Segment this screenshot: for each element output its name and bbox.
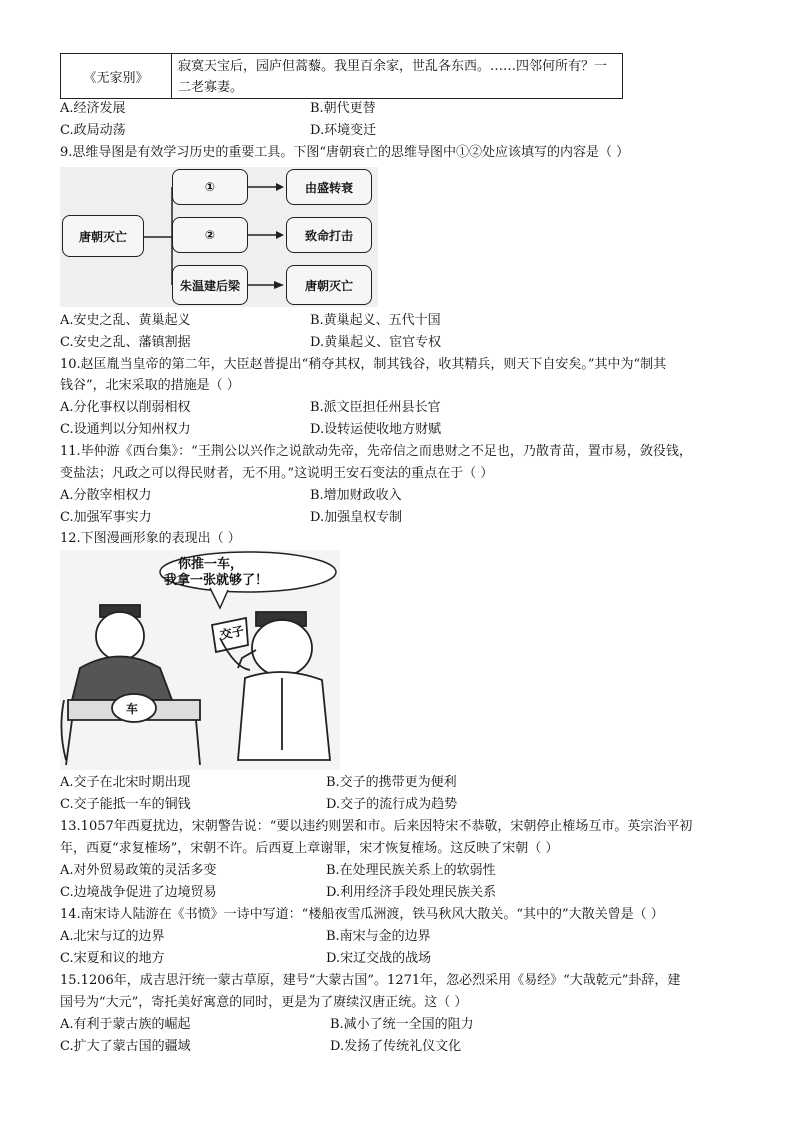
q12-option-b[interactable]: B.交子的携带更为便利 [326,775,457,790]
q8-option-a[interactable]: A.经济发展 [60,101,126,116]
q14-option-c[interactable]: C.宋夏和议的地方 [60,951,165,966]
bubble-line-1: 你推一车， [178,557,244,572]
q13-option-b[interactable]: B.在处理民族关系上的软弱性 [326,863,496,878]
q12-option-a[interactable]: A.交子在北宋时期出现 [60,775,191,790]
cart-label: 车 [126,702,139,716]
q10-option-d[interactable]: D.设转运使收地方财赋 [310,422,442,437]
mind-map-diagram [60,167,378,307]
q13-option-c[interactable]: C.边境战争促进了边境贸易 [60,885,217,900]
q12-option-d[interactable]: D.交子的流行成为趋势 [326,797,458,812]
q13-stem-line2: 年，西夏“求复榷场”，宋朝不许。后西夏上章谢罪，宋才恢复榷场。这反映了宋朝（ ） [60,841,559,856]
mind-map-right-3: 唐朝灭亡 [286,265,372,305]
q10-option-b[interactable]: B.派文臣担任州县长官 [310,400,441,415]
mind-map-blank-1: ① [172,169,248,205]
q11-option-d[interactable]: D.加强皇权专制 [310,510,403,525]
q11-option-a[interactable]: A.分散宰相权力 [60,488,152,503]
jiaozi-note-label: 交子 [218,623,246,643]
q14-stem: 14.南宋诗人陆游在《书愤》一诗中写道：“楼船夜雪瓜洲渡，铁马秋风大散关。“其中的”大散关曾是（ ） [60,907,664,922]
mind-map-right-2: 致命打击 [286,217,372,253]
q8-option-c[interactable]: C.政局动荡 [60,123,126,138]
q9-option-d[interactable]: D.黄巢起义、宦官专权 [310,335,442,350]
q9-option-c[interactable]: C.安史之乱、藩镇割据 [60,335,191,350]
q9-option-b[interactable]: B.黄巢起义、五代十国 [310,313,441,328]
q15-stem-line1: 15.1206年，成吉思汗统一蒙古草原，建号“大蒙古国”。1271年，忽必烈采用《易经》“大哉乾元”卦辞，建 [60,973,681,988]
q8-option-b[interactable]: B.朝代更替 [310,101,376,116]
q14-option-a[interactable]: A.北宋与辽的边界 [60,929,165,944]
q11-option-c[interactable]: C.加强军事实力 [60,510,152,525]
q12-stem: 12.下图漫画形象的表现出（ ） [60,531,241,546]
q10-stem-line1: 10.赵匡胤当皇帝的第二年，大臣赵普提出“稍夺其权，制其钱谷，收其精兵，则天下自安矣。”其中为“制其 [60,357,667,372]
poem-table [60,53,623,99]
q15-option-b[interactable]: B.减小了统一全国的阻力 [330,1017,474,1032]
q15-option-d[interactable]: D.发扬了传统礼仪文化 [330,1039,462,1054]
q8-option-d[interactable]: D.环境变迁 [310,123,377,138]
q9-stem: 9.思维导图是有效学习历史的重要工具。下图“唐朝衰亡的思维导图中①②处应该填写的内容是（ ） [60,145,630,160]
q13-option-d[interactable]: D.利用经济手段处理民族关系 [326,885,497,900]
mind-map-right-1: 由盛转衰 [286,169,372,205]
jiaozi-cartoon [60,550,340,770]
q15-stem-line2: 国号为“大元”，寄托美好寓意的同时，更是为了赓续汉唐正统。这（ ） [60,995,468,1010]
q11-stem-line2: 变盐法；凡政之可以得民财者，无不用。”这说明王安石变法的重点在于（ ） [60,466,494,481]
q13-option-a[interactable]: A.对外贸易政策的灵活多变 [60,863,217,878]
q12-option-c[interactable]: C.交子能抵一车的铜钱 [60,797,191,812]
poem-title: 《无家别》 [61,54,172,98]
bubble-line-2: 我拿一张就够了！ [164,573,269,588]
q15-option-c[interactable]: C.扩大了蒙古国的疆域 [60,1039,191,1054]
q13-stem-line1: 13.1057年西夏扰边，宋朝警告说：“要以违约则罢和市。后来因特宋不恭敬，宋朝停止榷场互市。英宗治平初 [60,819,693,834]
q10-option-c[interactable]: C.设通判以分知州权力 [60,422,191,437]
q15-option-a[interactable]: A.有利于蒙古族的崛起 [60,1017,191,1032]
q9-option-a[interactable]: A.安史之乱、黄巢起义 [60,313,191,328]
q11-stem-line1: 11.毕仲游《西台集》：“王荆公以兴作之说歆动先帝，先帝信之而患财之不足也，乃散青苗，置市易，敛役钱， [60,444,692,459]
q10-stem-line2: 钱谷”，北宋采取的措施是（ ） [60,378,240,393]
mind-map-blank-2: ② [172,217,248,253]
poem-text: 寂寞天宝后，园庐但蒿藜。我里百余家，世乱各东西。……四邻何所有？一二老寡妻。 [178,59,608,95]
mind-map-root: 唐朝灭亡 [62,215,144,257]
q14-option-b[interactable]: B.南宋与金的边界 [326,929,431,944]
mind-map-mid-3: 朱温建后梁 [172,265,248,305]
q10-option-a[interactable]: A.分化事权以削弱相权 [60,400,191,415]
q11-option-b[interactable]: B.增加财政收入 [310,488,402,503]
q14-option-d[interactable]: D.宋辽交战的战场 [326,951,432,966]
